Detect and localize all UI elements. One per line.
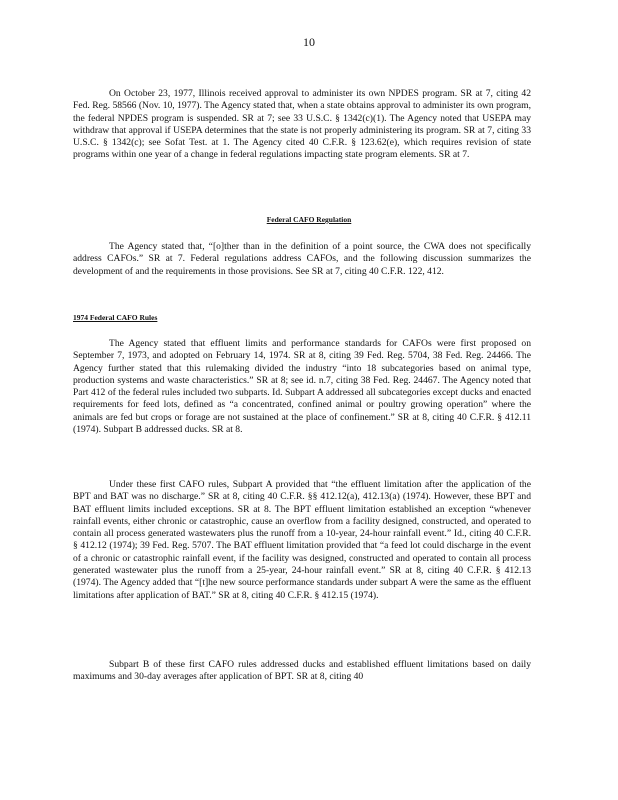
page-number: 10 xyxy=(303,35,315,49)
heading-1974-federal-cafo-rules: 1974 Federal CAFO Rules xyxy=(73,313,158,322)
paragraph-subpart-a-limits: Under these first CAFO rules, Subpart A provided that “the effluent limitation after the application of the BPT and BAT was no discharge.” SR at 8, citing 40 C.F.R. §§ 412.12(a), 412.13(a) (1974). However, these BPT and BAT effluent limits included exceptions. SR at 8. The BPT effluent limitation established an exception “whenever rainfall events, either chronic or catastrophic, cause an overflow from a facility designed, constructed, and operated to contain all process generated wastewaters plus the runoff from a 10-year, 24-hour rainfall event.” Id., citing 40 C.F.R. § 412.12 (1974); 39 Fed. Reg. 5707. The BAT effluent limitation provided that “a feed lot could discharge in the event of a chronic or catastrophic rainfall event, if the facility was designed, constructed and operated to contain all process generated wastewater plus the runoff from a 25-year, 24-hour rainfall event.” SR at 8, citing 40 C.F.R. § 412.13 (1974). The Agency added that “[t]he new source performance standards under subpart A were the same as the effluent limitations after application of BAT.” SR at 8, citing 40 C.F.R. § 412.15 (1974). xyxy=(73,479,531,601)
heading-federal-cafo-regulation: Federal CAFO Regulation xyxy=(266,215,352,224)
paragraph-federal-regulation-intro: The Agency stated that, “[o]ther than in the definition of a point source, the CWA does not specifically address CAFOs.” SR at 7. Federal regulations address CAFOs, and the following discussion summarizes the development of and the requirements in those provisions. See SR at 7, citing 40 C.F.R. 122, 412. xyxy=(73,241,531,277)
paragraph-1974-rules-subparts: The Agency stated that effluent limits and performance standards for CAFOs were first proposed on September 7, 1973, and adopted on February 14, 1974. SR at 8, citing 39 Fed. Reg. 5704, 38 Fed. Reg. 24466. The Agency further stated that this rulemaking divided the industry “into 18 subcategories based on animal type, production systems and waste characteristics.” SR at 8; see id. n.7, citing 38 Fed. Reg. 24467. The Agency noted that Part 412 of the federal rules included two subparts. Id. Subpart A addressed all subcategories except ducks and enacted requirements for feed lots, defined as “a concentrated, confined animal or poultry growing operation” where the animals are fed but crops or forage are not sustained at the place of confinement.” SR at 8, citing 40 C.F.R. § 412.11 (1974). Subpart B addressed ducks. SR at 8. xyxy=(73,338,531,436)
paragraph-subpart-b-ducks: Subpart B of these first CAFO rules addressed ducks and established effluent limitations based on daily maximums and 30-day averages after application of BPT. SR at 8, citing 40 xyxy=(73,659,531,683)
paragraph-npdes-approval: On October 23, 1977, Illinois received approval to administer its own NPDES program. SR at 7, citing 42 Fed. Reg. 58566 (Nov. 10, 1977). The Agency stated that, when a state obtains approval to administer its own program, the federal NPDES program is suspended. SR at 7; see 33 U.S.C. § 1342(c)(1). The Agency noted that USEPA may withdraw that approval if USEPA determines that the state is not properly administering its program. SR at 7, citing 33 U.S.C. § 1342(c); see Sofat Test. at 1. The Agency cited 40 C.F.R. § 123.62(e), which requires revision of state programs within one year of a change in federal regulations impacting state program elements. SR at 7. xyxy=(73,88,532,161)
